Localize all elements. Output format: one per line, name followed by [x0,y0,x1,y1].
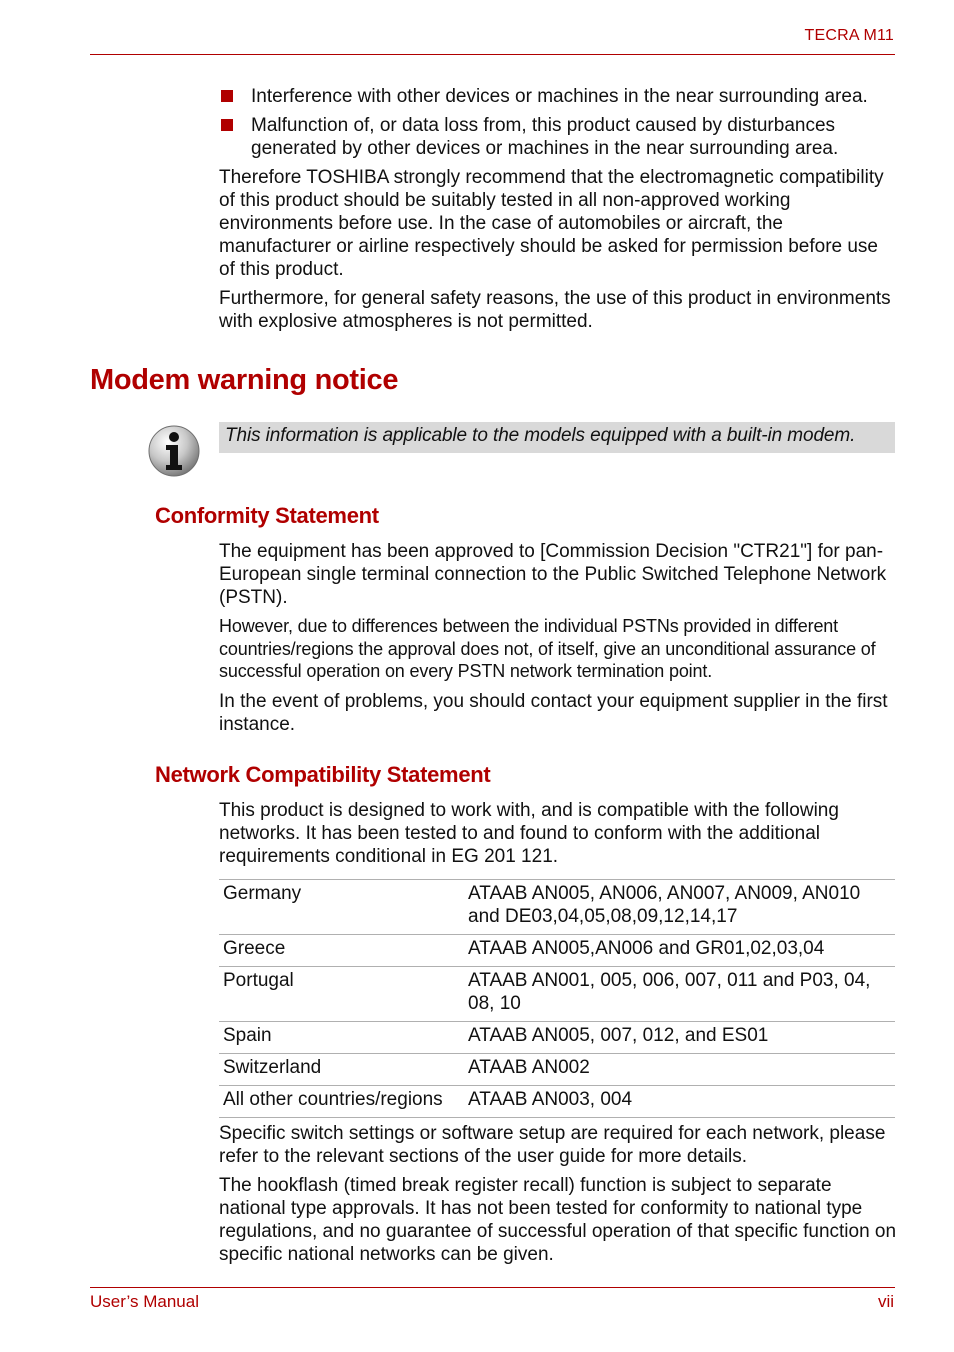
page-number: vii [877,1292,894,1311]
country-cell: Germany [219,880,464,935]
country-cell: Greece [219,935,464,967]
spec-cell: ATAAB AN002 [464,1054,895,1086]
paragraph: The equipment has been approved to [Commission Decision "CTR21"] for pan-European single terminal connection to the Public Switched Telephone Network (PSTN). [219,541,887,608]
country-cell: Switzerland [219,1054,464,1086]
country-cell: Portugal [219,967,464,1022]
bullet-marker [221,90,233,102]
country-cell: Spain [219,1022,464,1054]
spec-cell: ATAAB AN001, 005, 006, 007, 011 and P03, 04, 08, 10 [464,967,895,1022]
footer-manual-label: User’s Manual [90,1292,199,1311]
table-row [219,1086,895,1118]
note-box: This information is applicable to the models equipped with a built-in modem. [219,422,895,453]
info-icon [147,424,201,478]
header-rule [90,54,895,55]
spec-cell: ATAAB AN005, AN006, AN007, AN009, AN010 and DE03,04,05,08,09,12,14,17 [464,880,895,935]
table-row [219,935,895,967]
spec-cell: ATAAB AN005,AN006 and GR01,02,03,04 [464,935,895,967]
country-cell: All other countries/regions [219,1086,464,1118]
table-row [219,1054,895,1086]
paragraph: The hookflash (timed break register recall) function is subject to separate national type approvals. It has not been tested for conformity to national type regulations, and no guarantee of successful operation of that specific function on specific national networks can be given. [219,1175,897,1265]
section-title: Modem warning notice [90,364,399,396]
paragraph: Furthermore, for general safety reasons, the use of this product in environments with explosive atmospheres is not permitted. [219,288,891,332]
subsection-title-conformity: Conformity Statement [155,503,379,528]
paragraph: This product is designed to work with, and is compatible with the following networks. It has been tested to and found to conform with the additional requirements conditional in EG 201 121. [219,800,839,867]
subsection-title-network: Network Compatibility Statement [155,762,491,787]
paragraph: Specific switch settings or software setup are required for each network, please refer to the relevant sections of the user guide for more details. [219,1123,886,1167]
footer-rule [90,1287,895,1288]
bullet-item: Interference with other devices or machines in the near surrounding area. [251,86,868,107]
bullet-item: Malfunction of, or data loss from, this product caused by disturbances generated by other devices or machines in the near surrounding area. [251,115,839,159]
spec-cell: ATAAB AN005, 007, 012, and ES01 [464,1022,895,1054]
paragraph: In the event of problems, you should contact your equipment supplier in the first instance. [219,691,888,735]
bullet-marker [221,119,233,131]
table-row [219,1022,895,1054]
running-header-title: TECRA M11 [804,27,894,44]
network-table [219,879,895,1118]
table-row [219,880,895,935]
paragraph: However, due to differences between the individual PSTNs provided in different countries/regions the approval does not, of itself, give an unconditional assurance of successful operation on every PSTN network termination point. [219,616,876,681]
table-row [219,967,895,1022]
paragraph: Therefore TOSHIBA strongly recommend that the electromagnetic compatibility of this product should be suitably tested in all non-approved working environments before use. In the case of automobiles or aircraft, the manufacturer or airline respectively should be asked for permission before use of this product. [219,167,884,280]
spec-cell: ATAAB AN003, 004 [464,1086,895,1118]
